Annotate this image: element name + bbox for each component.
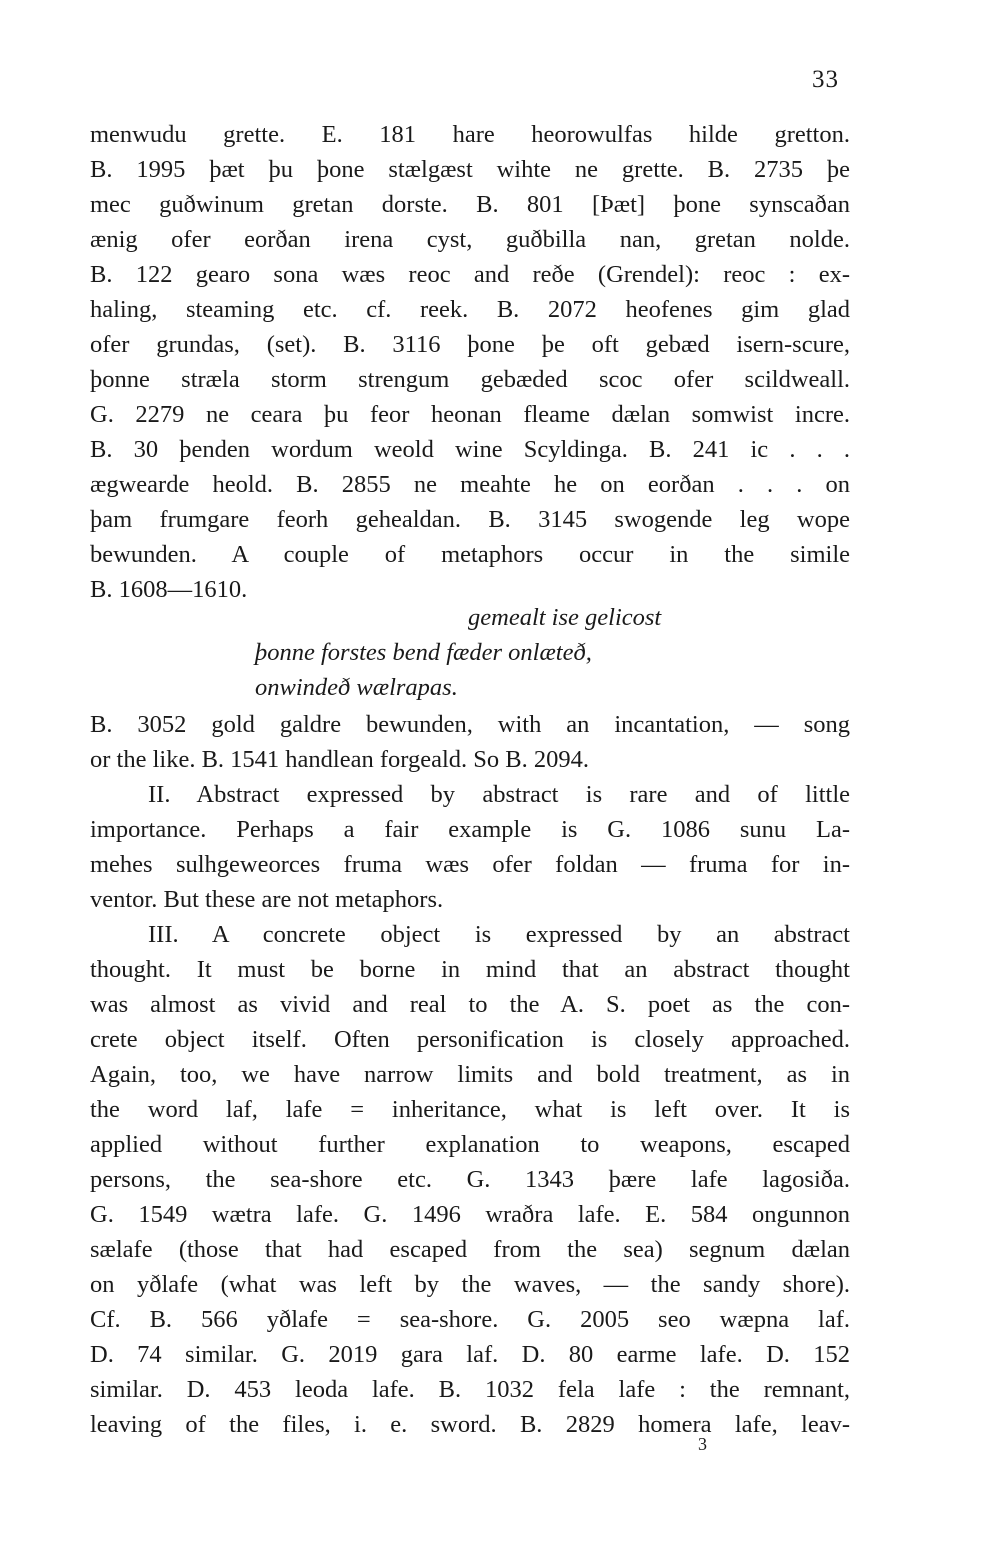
text-line: mehes sulhgeweorces fruma wæs ofer foldan — fruma for in- [90,851,850,878]
text-line: leaving of the files, i. e. sword. B. 2829 homera lafe, leav- [90,1411,850,1438]
text-line: thought. It must be borne in mind that an abstract thought [90,956,850,983]
text-line: similar. D. 453 leoda lafe. B. 1032 fela lafe : the remnant, [90,1376,850,1403]
text-line: G. 2279 ne ceara þu feor heonan fleame dælan somwist incre. [90,401,850,428]
text-line: II. Abstract expressed by abstract is rare and of little [148,781,850,808]
text-line: B. 1608—1610. [90,576,248,603]
text-line: B. 3052 gold galdre bewunden, with an incantation, — song [90,711,850,738]
text-line: B. 1995 þæt þu þone stælgæst wihte ne grette. B. 2735 þe [90,156,850,183]
verse-line: þonne forstes bend fæder onlæteð, [255,639,592,666]
text-line: haling, steaming etc. cf. reek. B. 2072 heofenes gim glad [90,296,850,323]
text-line: bewunden. A couple of metaphors occur in the simile [90,541,850,568]
text-line: ægwearde heold. B. 2855 ne meahte he on eorðan . . . on [90,471,850,498]
text-line: sælafe (those that had escaped from the sea) segnum dælan [90,1236,850,1263]
text-line: or the like. B. 1541 handlean forgeald. So B. 2094. [90,746,589,773]
text-line: on yðlafe (what was left by the waves, — the sandy shore). [90,1271,850,1298]
text-line: persons, the sea-shore etc. G. 1343 þære lafe lagosiða. [90,1166,850,1193]
text-line: importance. Perhaps a fair example is G. 1086 sunu La- [90,816,850,843]
text-line: D. 74 similar. G. 2019 gara laf. D. 80 earme lafe. D. 152 [90,1341,850,1368]
text-line: ofer grundas, (set). B. 3116 þone þe oft gebæd isern-scure, [90,331,850,358]
text-line: menwudu grette. E. 181 hare heorowulfas hilde gretton. [90,121,850,148]
text-line: þonne stræla storm strengum gebæded scoc ofer scildweall. [90,366,850,393]
text-line: Again, too, we have narrow limits and bold treatment, as in [90,1061,850,1088]
verse-line: gemealt ise gelicost [468,604,662,631]
text-line: ventor. But these are not metaphors. [90,886,444,913]
text-line: applied without further explanation to weapons, escaped [90,1131,850,1158]
signature-mark: 3 [698,1434,707,1454]
text-line: ænig ofer eorðan irena cyst, guðbilla nan, gretan nolde. [90,226,850,253]
text-line: G. 1549 wætra lafe. G. 1496 wraðra lafe. E. 584 ongunnon [90,1201,850,1228]
text-line: Cf. B. 566 yðlafe = sea-shore. G. 2005 seo wæpna laf. [90,1306,850,1333]
verse-line: onwindeð wælrapas. [255,674,458,701]
text-line: mec guðwinum gretan dorste. B. 801 [Þæt] þone synscaðan [90,191,850,218]
text-line: þam frumgare feorh gehealdan. B. 3145 swogende leg wope [90,506,850,533]
text-line: III. A concrete object is expressed by an abstract [148,921,850,948]
text-line: crete object itself. Often personification is closely approached. [90,1026,850,1053]
text-line: the word laf, lafe = inheritance, what is left over. It is [90,1096,850,1123]
text-line: was almost as vivid and real to the A. S. poet as the con- [90,991,850,1018]
page-number: 33 [812,66,839,93]
text-line: B. 30 þenden wordum weold wine Scyldinga. B. 241 ic . . . [90,436,850,463]
text-line: B. 122 gearo sona wæs reoc and reðe (Grendel): reoc : ex- [90,261,850,288]
